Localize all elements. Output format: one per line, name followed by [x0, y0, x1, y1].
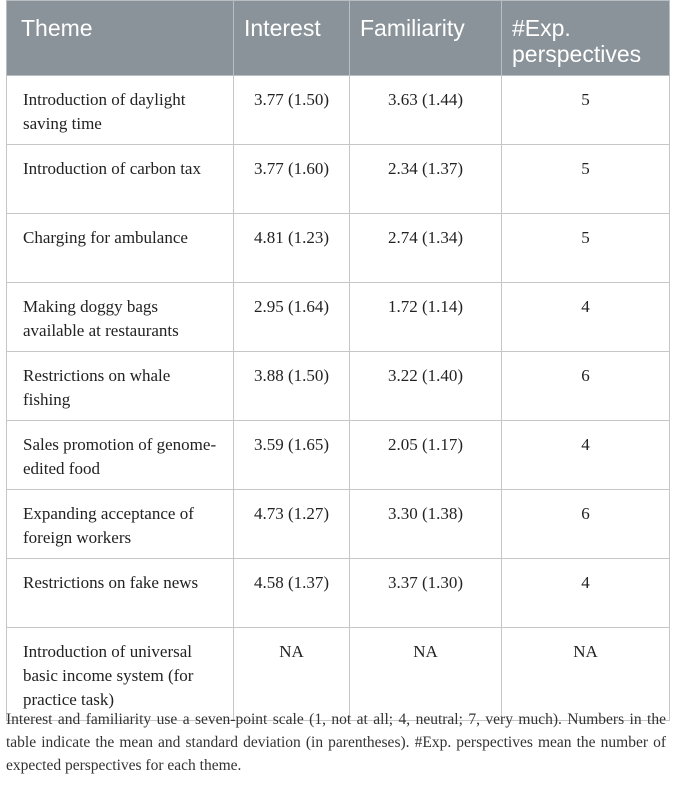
themes-table-container [6, 0, 669, 721]
table-row [7, 145, 670, 214]
cell-theme: Introduction of universal basic income system (for practice task) [7, 628, 234, 721]
cell-familiarity: 1.72 (1.14) [350, 283, 502, 352]
cell-familiarity: 3.22 (1.40) [350, 352, 502, 421]
cell-perspectives: NA [502, 628, 670, 721]
cell-familiarity: 2.34 (1.37) [350, 145, 502, 214]
cell-familiarity: 2.05 (1.17) [350, 421, 502, 490]
cell-interest: 4.81 (1.23) [234, 214, 350, 283]
header-familiarity: Familiarity [350, 1, 502, 76]
cell-perspectives: 4 [502, 283, 670, 352]
cell-interest: 2.95 (1.64) [234, 283, 350, 352]
cell-perspectives: 4 [502, 421, 670, 490]
cell-theme: Expanding acceptance of foreign workers [7, 490, 234, 559]
cell-interest: 3.88 (1.50) [234, 352, 350, 421]
cell-perspectives: 6 [502, 490, 670, 559]
table-row [7, 214, 670, 283]
cell-perspectives: 6 [502, 352, 670, 421]
cell-theme: Making doggy bags available at restaurants [7, 283, 234, 352]
cell-familiarity: NA [350, 628, 502, 721]
header-row [7, 1, 670, 76]
table-row [7, 559, 670, 628]
cell-familiarity: 3.37 (1.30) [350, 559, 502, 628]
table-row [7, 352, 670, 421]
table-footnote: Interest and familiarity use a seven-point scale (1, not at all; 4, neutral; 7, very much). Numbers in the table indicate the mean and standard deviation (in parentheses). #Exp. perspectives mean the number of expected perspectives for each theme. [6, 711, 666, 774]
cell-perspectives: 5 [502, 145, 670, 214]
themes-table [6, 0, 670, 721]
cell-theme: Introduction of daylight saving time [7, 76, 234, 145]
cell-theme: Restrictions on fake news [7, 559, 234, 628]
header-perspectives: #Exp. perspectives [502, 1, 670, 76]
table-row [7, 421, 670, 490]
cell-interest: NA [234, 628, 350, 721]
table-row [7, 283, 670, 352]
cell-theme: Restrictions on whale fishing [7, 352, 234, 421]
cell-interest: 4.58 (1.37) [234, 559, 350, 628]
cell-interest: 4.73 (1.27) [234, 490, 350, 559]
table-row [7, 628, 670, 721]
cell-perspectives: 5 [502, 214, 670, 283]
cell-familiarity: 3.30 (1.38) [350, 490, 502, 559]
cell-theme: Introduction of carbon tax [7, 145, 234, 214]
header-theme: Theme [7, 1, 234, 76]
cell-familiarity: 3.63 (1.44) [350, 76, 502, 145]
header-interest: Interest [234, 1, 350, 76]
table-row [7, 76, 670, 145]
cell-interest: 3.77 (1.60) [234, 145, 350, 214]
table-body [7, 76, 670, 721]
table-header [7, 1, 670, 76]
cell-perspectives: 4 [502, 559, 670, 628]
cell-theme: Charging for ambulance [7, 214, 234, 283]
cell-familiarity: 2.74 (1.34) [350, 214, 502, 283]
cell-interest: 3.77 (1.50) [234, 76, 350, 145]
cell-theme: Sales promotion of genome-edited food [7, 421, 234, 490]
table-row [7, 490, 670, 559]
cell-interest: 3.59 (1.65) [234, 421, 350, 490]
cell-perspectives: 5 [502, 76, 670, 145]
